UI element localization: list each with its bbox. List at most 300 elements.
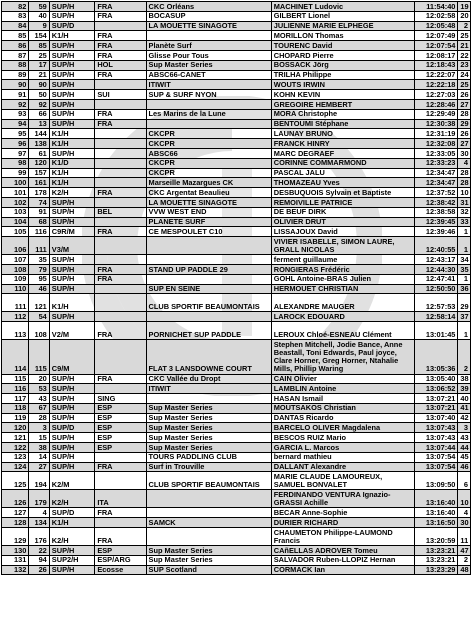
- competitor-name: MOUTSAKOS Christian: [271, 403, 414, 413]
- finish-time: 12:02:58: [415, 11, 458, 21]
- category: SUP/H: [49, 217, 95, 227]
- category-position: 47: [458, 546, 471, 556]
- bib-number: 21: [29, 70, 49, 80]
- category: SUP/H: [49, 99, 95, 109]
- table-row: [2, 80, 471, 90]
- nationality: FRA: [95, 227, 146, 237]
- row-rank: 111: [2, 294, 29, 312]
- nationality: FRA: [95, 11, 146, 21]
- bib-number: 91: [29, 207, 49, 217]
- bib-number: 144: [29, 129, 49, 139]
- club-name: CLUB SPORTIF BEAUMONTAIS: [146, 472, 271, 490]
- category-position: 10: [458, 490, 471, 508]
- bib-number: 20: [29, 374, 49, 384]
- nationality: [95, 312, 146, 322]
- finish-time: 12:18:43: [415, 60, 458, 70]
- bib-number: 38: [29, 443, 49, 453]
- finish-time: 12:05:48: [415, 21, 458, 31]
- category-position: 35: [458, 264, 471, 274]
- category: SUP/D: [49, 423, 95, 433]
- category-position: 23: [458, 60, 471, 70]
- nationality: Ecosse: [95, 565, 146, 575]
- category: SUP/H: [49, 565, 95, 575]
- competitor-name: RONGIERAS Frédéric: [271, 264, 414, 274]
- competitor-name: TOURENC David: [271, 41, 414, 51]
- row-rank: 112: [2, 312, 29, 322]
- club-name: CKCPR: [146, 158, 271, 168]
- row-rank: 113: [2, 322, 29, 340]
- competitor-name: DURIER RICHARD: [271, 518, 414, 528]
- category: SUP/H: [49, 264, 95, 274]
- nationality: FRA: [95, 462, 146, 472]
- club-name: SUP & SURF NYON: [146, 90, 271, 100]
- table-row: [2, 50, 471, 60]
- nationality: [95, 99, 146, 109]
- club-name: CKC Vallée du Dropt: [146, 374, 271, 384]
- category: SUP/H: [49, 274, 95, 284]
- row-rank: 95: [2, 129, 29, 139]
- row-rank: 122: [2, 443, 29, 453]
- table-row: [2, 413, 471, 423]
- finish-time: 12:30:38: [415, 119, 458, 129]
- row-rank: 125: [2, 472, 29, 490]
- nationality: FRA: [95, 264, 146, 274]
- table-row: [2, 443, 471, 453]
- club-name: Glisse Pour Tous: [146, 50, 271, 60]
- bib-number: 13: [29, 119, 49, 129]
- row-rank: 93: [2, 109, 29, 119]
- category: SUP/H: [49, 2, 95, 12]
- club-name: LA MOUETTE SINAGOTE: [146, 21, 271, 31]
- competitor-name: MARIE CLAUDE LAMOUREUX, SAMUEL BONVALET: [271, 472, 414, 490]
- table-row: [2, 188, 471, 198]
- bib-number: 22: [29, 546, 49, 556]
- row-rank: 107: [2, 255, 29, 265]
- category-position: 36: [458, 284, 471, 294]
- row-rank: 132: [2, 565, 29, 575]
- category-position: 41: [458, 403, 471, 413]
- category: K1/H: [49, 178, 95, 188]
- nationality: [95, 158, 146, 168]
- nationality: SING: [95, 394, 146, 404]
- finish-time: 12:37:52: [415, 188, 458, 198]
- club-name: SUP EN SEINE: [146, 284, 271, 294]
- finish-time: 12:29:49: [415, 109, 458, 119]
- nationality: FRA: [95, 508, 146, 518]
- row-rank: 115: [2, 374, 29, 384]
- category-position: 22: [458, 50, 471, 60]
- table-row: [2, 227, 471, 237]
- bib-number: 59: [29, 2, 49, 12]
- category: K2/H: [49, 528, 95, 546]
- bib-number: 46: [29, 284, 49, 294]
- nationality: [95, 237, 146, 255]
- finish-time: 12:32:08: [415, 139, 458, 149]
- row-rank: 94: [2, 119, 29, 129]
- bib-number: 61: [29, 148, 49, 158]
- row-rank: 101: [2, 188, 29, 198]
- row-rank: 118: [2, 403, 29, 413]
- category-position: 25: [458, 31, 471, 41]
- competitor-name: ALEXANDRE MAUGER: [271, 294, 414, 312]
- category-position: 1: [458, 322, 471, 340]
- competitor-name: FERDINANDO VENTURA Ignazio-GRASSI Achille: [271, 490, 414, 508]
- bib-number: 116: [29, 227, 49, 237]
- finish-time: 13:07:21: [415, 394, 458, 404]
- competitor-name: OLIVIER DRUT: [271, 217, 414, 227]
- competitor-name: HASAN Ismail: [271, 394, 414, 404]
- category-position: 42: [458, 413, 471, 423]
- category: SUP/H: [49, 119, 95, 129]
- competitor-name: SALVADOR Ruben-LLOPIZ Hernan: [271, 555, 414, 565]
- category: SUP2/H: [49, 555, 95, 565]
- bib-number: 35: [29, 255, 49, 265]
- category: SUP/H: [49, 443, 95, 453]
- finish-time: 13:20:59: [415, 528, 458, 546]
- category: SUP/H: [49, 452, 95, 462]
- row-rank: 130: [2, 546, 29, 556]
- category-position: 46: [458, 462, 471, 472]
- finish-time: 12:07:54: [415, 41, 458, 51]
- nationality: FRA: [95, 109, 146, 119]
- bib-number: 25: [29, 50, 49, 60]
- bib-number: 92: [29, 99, 49, 109]
- category-position: 28: [458, 168, 471, 178]
- competitor-name: DE BEUF DIRK: [271, 207, 414, 217]
- club-name: Planète Surf: [146, 41, 271, 51]
- finish-time: 13:06:52: [415, 384, 458, 394]
- row-rank: 117: [2, 394, 29, 404]
- bib-number: 15: [29, 433, 49, 443]
- table-row: [2, 90, 471, 100]
- category-position: 1: [458, 227, 471, 237]
- bib-number: 68: [29, 217, 49, 227]
- table-row: [2, 237, 471, 255]
- finish-time: 13:01:45: [415, 322, 458, 340]
- table-row: [2, 565, 471, 575]
- category-position: 28: [458, 109, 471, 119]
- table-row: [2, 129, 471, 139]
- table-row: [2, 217, 471, 227]
- club-name: CKCPR: [146, 168, 271, 178]
- category-position: 2: [458, 340, 471, 374]
- category: SUP/H: [49, 41, 95, 51]
- nationality: [95, 80, 146, 90]
- table-row: [2, 462, 471, 472]
- club-name: VVW WEST END: [146, 207, 271, 217]
- nationality: [95, 139, 146, 149]
- category: SUP/H: [49, 207, 95, 217]
- bib-number: 108: [29, 322, 49, 340]
- competitor-name: LEROUX Chloé-ESNEAU Clément: [271, 322, 414, 340]
- bib-number: 115: [29, 340, 49, 374]
- row-rank: 105: [2, 227, 29, 237]
- category-position: 2: [458, 21, 471, 31]
- row-rank: 110: [2, 284, 29, 294]
- category-position: 26: [458, 90, 471, 100]
- row-rank: 109: [2, 274, 29, 284]
- row-rank: 119: [2, 413, 29, 423]
- club-name: Sup Master Series: [146, 403, 271, 413]
- club-name: ABSC66-CANET: [146, 70, 271, 80]
- competitor-name: PASCAL JALU: [271, 168, 414, 178]
- competitor-name: MACHINET Ludovic: [271, 2, 414, 12]
- nationality: [95, 384, 146, 394]
- finish-time: 13:23:21: [415, 555, 458, 565]
- table-row: [2, 70, 471, 80]
- finish-time: 13:05:40: [415, 374, 458, 384]
- nationality: [95, 148, 146, 158]
- club-name: [146, 312, 271, 322]
- nationality: FRA: [95, 374, 146, 384]
- bib-number: 161: [29, 178, 49, 188]
- category: SUP/H: [49, 80, 95, 90]
- bib-number: 111: [29, 237, 49, 255]
- category: K1/H: [49, 31, 95, 41]
- category-position: 21: [458, 41, 471, 51]
- nationality: BEL: [95, 207, 146, 217]
- row-rank: 85: [2, 31, 29, 41]
- bib-number: 95: [29, 274, 49, 284]
- table-row: [2, 312, 471, 322]
- competitor-name: REMOIVILLE PATRICE: [271, 197, 414, 207]
- competitor-name: LAUNAY BRUNO: [271, 129, 414, 139]
- bib-number: 28: [29, 413, 49, 423]
- competitor-name: LAMBLIN Antoine: [271, 384, 414, 394]
- category-position: 34: [458, 255, 471, 265]
- nationality: [95, 472, 146, 490]
- row-rank: 99: [2, 168, 29, 178]
- category: SUP/H: [49, 413, 95, 423]
- row-rank: 92: [2, 99, 29, 109]
- table-row: [2, 139, 471, 149]
- club-name: SUP Scotland: [146, 565, 271, 575]
- finish-time: 12:33:05: [415, 148, 458, 158]
- table-row: [2, 528, 471, 546]
- finish-time: 13:16:40: [415, 490, 458, 508]
- table-row: [2, 490, 471, 508]
- competitor-name: CHAUMETON Philippe-LAUMOND Francis: [271, 528, 414, 546]
- club-name: CKC Orléans: [146, 2, 271, 12]
- category: K1/H: [49, 139, 95, 149]
- finish-time: 12:28:46: [415, 99, 458, 109]
- finish-time: 13:23:29: [415, 565, 458, 575]
- club-name: BOCASUP: [146, 11, 271, 21]
- table-row: [2, 508, 471, 518]
- category-position: 33: [458, 217, 471, 227]
- competitor-name: bernard mathieu: [271, 452, 414, 462]
- row-rank: 114: [2, 340, 29, 374]
- category-position: 6: [458, 472, 471, 490]
- category-position: 31: [458, 197, 471, 207]
- competitor-name: THOMAZEAU Yves: [271, 178, 414, 188]
- bib-number: 194: [29, 472, 49, 490]
- club-name: Sup Master Series: [146, 433, 271, 443]
- club-name: [146, 508, 271, 518]
- table-row: [2, 452, 471, 462]
- competitor-name: LAROCK EDOUARD: [271, 312, 414, 322]
- category-position: 37: [458, 312, 471, 322]
- finish-time: 12:50:50: [415, 284, 458, 294]
- bib-number: 178: [29, 188, 49, 198]
- category: K1/H: [49, 168, 95, 178]
- competitor-name: BOSSACK Jörg: [271, 60, 414, 70]
- bib-number: 179: [29, 490, 49, 508]
- category-position: 32: [458, 207, 471, 217]
- category: SUP/H: [49, 403, 95, 413]
- competitor-name: DALLANT Alexandre: [271, 462, 414, 472]
- row-rank: 104: [2, 217, 29, 227]
- row-rank: 120: [2, 423, 29, 433]
- nationality: SUI: [95, 90, 146, 100]
- finish-time: 12:34:47: [415, 168, 458, 178]
- bib-number: 4: [29, 508, 49, 518]
- bib-number: 176: [29, 528, 49, 546]
- category-position: 11: [458, 528, 471, 546]
- category-position: 24: [458, 70, 471, 80]
- finish-time: 12:47:41: [415, 274, 458, 284]
- category: SUP/H: [49, 148, 95, 158]
- club-name: [146, 274, 271, 284]
- row-rank: 131: [2, 555, 29, 565]
- club-name: Sup Master Series: [146, 443, 271, 453]
- category-position: 20: [458, 11, 471, 21]
- competitor-name: MORILLON Thomas: [271, 31, 414, 41]
- row-rank: 121: [2, 433, 29, 443]
- bib-number: 85: [29, 41, 49, 51]
- table-row: [2, 99, 471, 109]
- club-name: PLANETE SURF: [146, 217, 271, 227]
- club-name: Surf in Trouville: [146, 462, 271, 472]
- nationality: ESP: [95, 443, 146, 453]
- competitor-name: MORA Christophe: [271, 109, 414, 119]
- club-name: Marseille Mazargues CK: [146, 178, 271, 188]
- category: K1/H: [49, 294, 95, 312]
- category: SUP/H: [49, 70, 95, 80]
- nationality: FRA: [95, 322, 146, 340]
- category-position: 48: [458, 565, 471, 575]
- row-rank: 102: [2, 197, 29, 207]
- club-name: CLUB SPORTIF BEAUMONTAIS: [146, 294, 271, 312]
- competitor-name: JULIENNE MARIE ELPHEGE: [271, 21, 414, 31]
- nationality: ITA: [95, 490, 146, 508]
- category-position: 45: [458, 452, 471, 462]
- finish-time: 13:16:50: [415, 518, 458, 528]
- table-row: [2, 374, 471, 384]
- table-row: [2, 148, 471, 158]
- bib-number: 154: [29, 31, 49, 41]
- category: SUP/H: [49, 384, 95, 394]
- nationality: FRA: [95, 119, 146, 129]
- competitor-name: GREGOIRE HEMBERT: [271, 99, 414, 109]
- category-position: 26: [458, 129, 471, 139]
- bib-number: 138: [29, 139, 49, 149]
- nationality: [95, 452, 146, 462]
- row-rank: 124: [2, 462, 29, 472]
- finish-time: 13:16:40: [415, 508, 458, 518]
- finish-time: 12:31:19: [415, 129, 458, 139]
- table-row: [2, 384, 471, 394]
- category-position: 44: [458, 443, 471, 453]
- row-rank: 83: [2, 11, 29, 21]
- competitor-name: GARCIA L. Marcos: [271, 443, 414, 453]
- competitor-name: TRILHA Philippe: [271, 70, 414, 80]
- row-rank: 91: [2, 90, 29, 100]
- category-position: 10: [458, 188, 471, 198]
- row-rank: 82: [2, 2, 29, 12]
- table-row: [2, 518, 471, 528]
- finish-time: 13:07:21: [415, 403, 458, 413]
- table-row: [2, 546, 471, 556]
- competitor-name: CORINNE COMMARMOND: [271, 158, 414, 168]
- finish-time: 12:40:55: [415, 237, 458, 255]
- category: SUP/D: [49, 508, 95, 518]
- category-position: 30: [458, 148, 471, 158]
- club-name: [146, 119, 271, 129]
- nationality: FRA: [95, 31, 146, 41]
- finish-time: 12:39:45: [415, 217, 458, 227]
- finish-time: 13:07:43: [415, 423, 458, 433]
- table-row: [2, 472, 471, 490]
- row-rank: 84: [2, 21, 29, 31]
- finish-time: 12:38:58: [415, 207, 458, 217]
- table-row: [2, 168, 471, 178]
- finish-time: 12:38:42: [415, 197, 458, 207]
- finish-time: 12:44:30: [415, 264, 458, 274]
- category: V2/M: [49, 322, 95, 340]
- competitor-name: ferment guillaume: [271, 255, 414, 265]
- table-row: [2, 178, 471, 188]
- nationality: ESP: [95, 433, 146, 443]
- row-rank: 103: [2, 207, 29, 217]
- nationality: [95, 21, 146, 31]
- nationality: HOL: [95, 60, 146, 70]
- category: SUP/H: [49, 109, 95, 119]
- category: V3/M: [49, 237, 95, 255]
- club-name: TOURS PADDLING CLUB: [146, 452, 271, 462]
- nationality: ESP: [95, 413, 146, 423]
- finish-time: 13:09:50: [415, 472, 458, 490]
- finish-time: 12:39:46: [415, 227, 458, 237]
- club-name: [146, 394, 271, 404]
- nationality: ESP: [95, 403, 146, 413]
- finish-time: 13:07:54: [415, 462, 458, 472]
- finish-time: 12:43:17: [415, 255, 458, 265]
- bib-number: 50: [29, 90, 49, 100]
- row-rank: 127: [2, 508, 29, 518]
- bib-number: 90: [29, 80, 49, 90]
- table-row: [2, 433, 471, 443]
- finish-time: 12:34:47: [415, 178, 458, 188]
- bib-number: 67: [29, 403, 49, 413]
- row-rank: 100: [2, 178, 29, 188]
- finish-time: 13:07:40: [415, 413, 458, 423]
- bib-number: 17: [29, 60, 49, 70]
- competitor-name: BESCOS RUIZ Mario: [271, 433, 414, 443]
- nationality: FRA: [95, 274, 146, 284]
- competitor-name: VIVIER ISABELLE, SIMON LAURE, GRALL NICOLAS: [271, 237, 414, 255]
- table-row: [2, 31, 471, 41]
- bib-number: 54: [29, 312, 49, 322]
- category-position: 1: [458, 237, 471, 255]
- category: SUP/H: [49, 433, 95, 443]
- category-position: 19: [458, 2, 471, 12]
- bib-number: 79: [29, 264, 49, 274]
- finish-time: 13:07:54: [415, 452, 458, 462]
- category: SUP/H: [49, 11, 95, 21]
- table-row: [2, 21, 471, 31]
- nationality: [95, 129, 146, 139]
